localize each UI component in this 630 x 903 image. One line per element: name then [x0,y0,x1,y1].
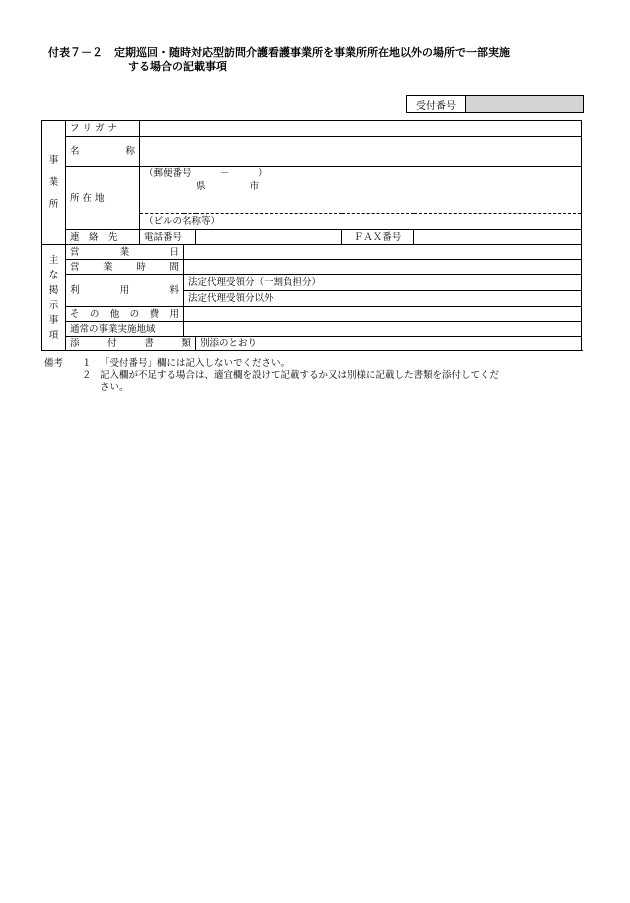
city-label: 市 [249,181,260,192]
business-hours-label: 営 業 時 間 [66,260,184,275]
building-name-field[interactable] [140,214,582,230]
attachments-label: 添 付 書 類 [66,337,196,351]
remarks-label: 備考 [44,358,64,369]
note-1-text: 「受付番号」欄には記入しないでください。 [100,358,291,369]
receipt-number-field[interactable] [466,96,583,112]
receipt-number-box [406,95,584,113]
receipt-number-label: 受付番号 [407,96,466,112]
fax-label: ＦＡＸ番号 [342,230,414,245]
fax-field[interactable] [414,230,582,245]
attachments-value: 別添のとおり [196,337,582,351]
business-hours-field[interactable] [184,260,582,275]
prefecture-label: 県 [196,181,206,192]
fee-legal-proxy-row[interactable] [184,275,582,291]
note-2-continuation: さい。 [100,382,129,393]
furigana-field[interactable] [140,121,582,137]
note-2-number: ２ [82,370,92,381]
title-line-1: 付表７－２ 定期巡回・随時対応型訪問介護看護事業所を事業所所在地以外の場所で一部実施 [48,46,510,59]
building-name-label: （ビルの名称等） [144,216,221,227]
contact-label: 連 絡 先 [66,230,140,245]
other-costs-field[interactable] [184,307,582,322]
business-days-field[interactable] [184,245,582,260]
office-section-header: 事 業 所 [42,121,66,245]
note-1-number: １ [82,358,92,369]
application-form-table [41,120,582,351]
phone-label: 電話番号 [140,230,196,245]
note-2-text: 記入欄が不足する場合は、適宜欄を設けて記載するか又は別様に記載した書類を添付してくだ [100,370,500,381]
form-title [48,46,510,74]
remarks [44,358,584,394]
name-field[interactable] [140,137,582,167]
phone-field[interactable] [196,230,342,245]
service-area-label: 通常の事業実施地域 [66,322,184,337]
address-label: 所 在 地 [66,167,140,230]
name-label: 名 称 [66,137,140,167]
fees-label: 利 用 料 [66,275,184,307]
furigana-label: フ リ ガ ナ [66,121,140,137]
other-costs-label: そ の 他 の 費 用 [66,307,184,322]
fee-other-row[interactable] [184,291,582,307]
service-area-field[interactable] [184,322,582,337]
business-days-label: 営 業 日 [66,245,184,260]
title-line-2: する場合の記載事項 [128,60,227,73]
postal-code-text: （郵便番号 － ） [144,168,268,179]
fee-other-label: 法定代理受領分以外 [188,293,274,304]
fee-legal-proxy-label: 法定代理受領分（一割負担分） [188,277,322,288]
posted-items-section-header: 主 な 掲 示 事 項 [42,245,66,351]
address-field[interactable] [140,167,582,214]
